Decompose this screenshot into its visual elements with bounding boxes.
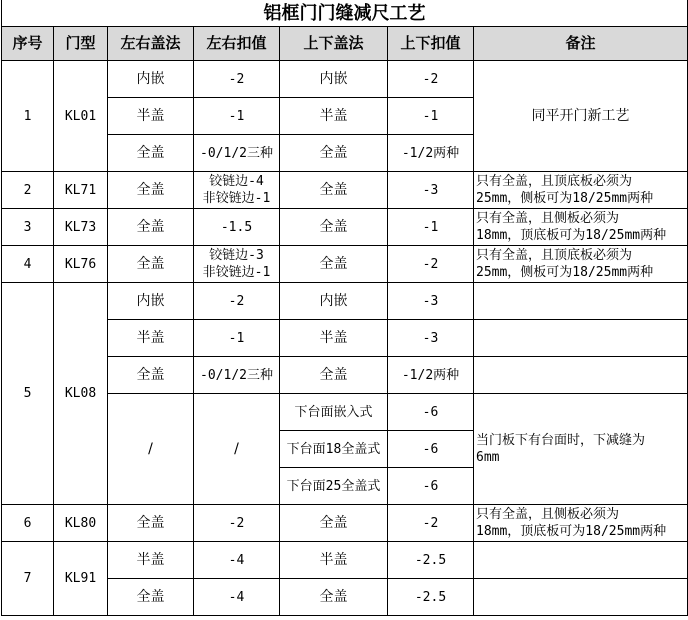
lr-value-hinge-side: 铰链边-4 [209, 174, 264, 189]
table-row [2, 209, 688, 246]
col-header-note: 备注 [474, 27, 688, 61]
note-empty [474, 357, 688, 394]
ud-method: 全盖 [280, 357, 388, 394]
note [474, 172, 688, 209]
ud-method: 下台面25全盖式 [280, 468, 388, 505]
lr-value: / [194, 394, 280, 505]
lr-value-non-hinge-side: 非铰链边-1 [202, 265, 271, 280]
door-type: KL80 [54, 505, 108, 542]
ud-value: -3 [388, 283, 474, 320]
lr-method: / [108, 394, 194, 505]
lr-method: 全盖 [108, 209, 194, 246]
lr-value: -2 [194, 505, 280, 542]
lr-value: -1.5 [194, 209, 280, 246]
note [474, 505, 688, 542]
header-row [2, 27, 688, 61]
lr-method: 全盖 [108, 357, 194, 394]
note-empty [474, 283, 688, 320]
note-line: 25mm，侧板可为18/25mm两种 [476, 265, 654, 280]
note-line: 18mm，顶底板可为18/25mm两种 [476, 228, 667, 243]
row-number: 3 [2, 209, 54, 246]
note-empty [474, 320, 688, 357]
ud-method: 内嵌 [280, 61, 388, 98]
table-row [2, 505, 688, 542]
door-type: KL01 [54, 61, 108, 172]
lr-value: -0/1/2三种 [194, 357, 280, 394]
row-number: 1 [2, 61, 54, 172]
note-empty [474, 579, 688, 616]
col-header-door-type: 门型 [54, 27, 108, 61]
door-gap-table [1, 0, 688, 616]
lr-value: -0/1/2三种 [194, 135, 280, 172]
note-line: 只有全盖，且侧板必须为 [476, 507, 620, 522]
row-number: 5 [2, 283, 54, 505]
door-type: KL08 [54, 283, 108, 505]
lr-value-hinge-side: 铰链边-3 [209, 248, 264, 263]
table-row [2, 246, 688, 283]
lr-method: 全盖 [108, 246, 194, 283]
ud-value: -6 [388, 394, 474, 431]
door-type: KL73 [54, 209, 108, 246]
lr-value: -1 [194, 98, 280, 135]
lr-value: -4 [194, 579, 280, 616]
note: 同平开门新工艺 [474, 61, 688, 172]
ud-value: -6 [388, 431, 474, 468]
ud-value: -1/2两种 [388, 135, 474, 172]
ud-method: 半盖 [280, 98, 388, 135]
lr-value: -2 [194, 61, 280, 98]
note [474, 394, 688, 505]
ud-value: -2.5 [388, 579, 474, 616]
ud-method: 全盖 [280, 135, 388, 172]
lr-method: 全盖 [108, 505, 194, 542]
note-line: 当门板下有台面时，下减缝为 [476, 433, 646, 448]
note-line: 只有全盖，且侧板必须为 [476, 211, 620, 226]
table-row [2, 542, 688, 579]
ud-method: 半盖 [280, 542, 388, 579]
row-number: 4 [2, 246, 54, 283]
lr-method: 内嵌 [108, 61, 194, 98]
door-type: KL91 [54, 542, 108, 616]
lr-method: 半盖 [108, 542, 194, 579]
ud-value: -1 [388, 209, 474, 246]
col-header-no: 序号 [2, 27, 54, 61]
lr-value-non-hinge-side: 非铰链边-1 [202, 191, 271, 206]
ud-method: 全盖 [280, 172, 388, 209]
table-row [2, 61, 688, 98]
lr-method: 半盖 [108, 98, 194, 135]
row-number: 7 [2, 542, 54, 616]
lr-method: 半盖 [108, 320, 194, 357]
lr-method: 全盖 [108, 579, 194, 616]
ud-value: -2 [388, 246, 474, 283]
lr-method: 全盖 [108, 172, 194, 209]
ud-value: -3 [388, 172, 474, 209]
col-header-lr-method: 左右盖法 [108, 27, 194, 61]
door-type: KL76 [54, 246, 108, 283]
ud-method: 全盖 [280, 579, 388, 616]
lr-value [194, 172, 280, 209]
table-row [2, 172, 688, 209]
ud-method: 内嵌 [280, 283, 388, 320]
table-title: 铝框门门缝减尺工艺 [2, 0, 688, 27]
note-line: 只有全盖，且顶底板必须为 [476, 174, 633, 189]
note [474, 246, 688, 283]
table-row [2, 283, 688, 320]
note-line: 18mm，顶底板可为18/25mm两种 [476, 524, 667, 539]
ud-value: -1 [388, 98, 474, 135]
ud-method: 全盖 [280, 209, 388, 246]
note-line: 25mm，侧板可为18/25mm两种 [476, 191, 654, 206]
note [474, 209, 688, 246]
lr-value: -1 [194, 320, 280, 357]
note-line: 6mm [476, 450, 500, 465]
door-type: KL71 [54, 172, 108, 209]
ud-value: -1/2两种 [388, 357, 474, 394]
ud-method: 下台面18全盖式 [280, 431, 388, 468]
ud-value: -3 [388, 320, 474, 357]
row-number: 2 [2, 172, 54, 209]
lr-value: -4 [194, 542, 280, 579]
ud-method: 全盖 [280, 505, 388, 542]
ud-value: -2.5 [388, 542, 474, 579]
ud-method: 下台面嵌入式 [280, 394, 388, 431]
lr-value [194, 246, 280, 283]
note-empty [474, 542, 688, 579]
ud-method: 全盖 [280, 246, 388, 283]
note-line: 只有全盖，且顶底板必须为 [476, 248, 633, 263]
row-number: 6 [2, 505, 54, 542]
col-header-lr-value: 左右扣值 [194, 27, 280, 61]
ud-value: -2 [388, 61, 474, 98]
col-header-ud-method: 上下盖法 [280, 27, 388, 61]
ud-value: -2 [388, 505, 474, 542]
ud-value: -6 [388, 468, 474, 505]
lr-method: 内嵌 [108, 283, 194, 320]
col-header-ud-value: 上下扣值 [388, 27, 474, 61]
lr-value: -2 [194, 283, 280, 320]
lr-method: 全盖 [108, 135, 194, 172]
ud-method: 半盖 [280, 320, 388, 357]
